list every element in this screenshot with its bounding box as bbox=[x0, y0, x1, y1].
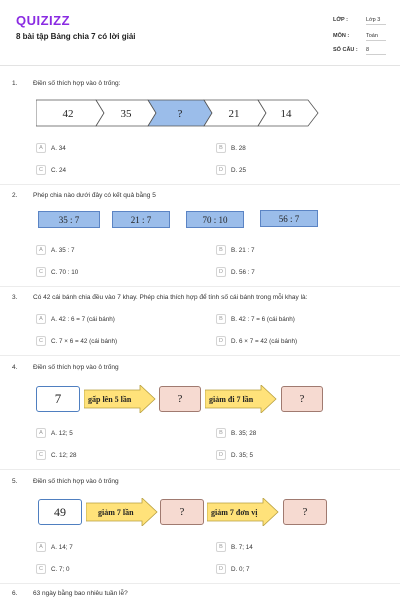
option-letter: A bbox=[36, 245, 46, 255]
chain-cell-4: 21 bbox=[228, 108, 240, 120]
question-5-number: 5. bbox=[12, 478, 18, 485]
question-count-value: 8 bbox=[366, 47, 386, 55]
option-text: C. 70 : 10 bbox=[51, 268, 79, 276]
option-text: B. 7; 14 bbox=[231, 543, 253, 551]
option-letter: D bbox=[216, 267, 226, 277]
answer-box-2: ? bbox=[281, 386, 323, 412]
option-text: D. 6 × 7 = 42 (cái bánh) bbox=[231, 337, 298, 345]
chain-cell-5: 14 bbox=[280, 108, 292, 120]
subject-value: Toán bbox=[366, 33, 386, 41]
option-letter: B bbox=[216, 428, 226, 438]
start-number-box: 7 bbox=[36, 386, 80, 412]
question-3-number: 3. bbox=[12, 294, 18, 301]
option-letter: A bbox=[36, 428, 46, 438]
option-text: B. 28 bbox=[231, 144, 246, 152]
grade-value: Lớp 3 bbox=[366, 17, 386, 25]
chain-cell-3: ? bbox=[177, 108, 183, 120]
question-1-text: Điền số thích hợp vào ô trống: bbox=[33, 80, 121, 87]
q2-option-a[interactable] bbox=[36, 245, 74, 255]
q5-option-a[interactable] bbox=[36, 542, 73, 552]
option-letter: D bbox=[216, 336, 226, 346]
chain-cell-2: 35 bbox=[120, 108, 132, 120]
page-title: 8 bài tập Bảng chia 7 có lời giải bbox=[16, 32, 136, 41]
divider bbox=[0, 355, 400, 356]
divider bbox=[0, 286, 400, 287]
question-5-text: Điền số thích hợp vào ô trống bbox=[33, 478, 119, 485]
q2-option-b[interactable] bbox=[216, 245, 254, 255]
q1-option-c[interactable] bbox=[36, 165, 66, 175]
division-box-1: 35 : 7 bbox=[38, 211, 100, 228]
q4-option-d[interactable] bbox=[216, 450, 253, 460]
q1-option-a[interactable] bbox=[36, 143, 66, 153]
option-text: C. 7; 0 bbox=[51, 565, 70, 573]
option-letter: C bbox=[36, 336, 46, 346]
q5-option-b[interactable] bbox=[216, 542, 253, 552]
option-text: B. 35; 28 bbox=[231, 429, 257, 437]
answer-box-1: ? bbox=[159, 386, 201, 412]
question-4-text: Điền số thích hợp vào ô trống bbox=[33, 364, 119, 371]
option-text: D. 25 bbox=[231, 166, 247, 174]
option-text: C. 24 bbox=[51, 166, 67, 174]
division-box-4: 56 : 7 bbox=[260, 210, 318, 227]
divider bbox=[0, 583, 400, 584]
number-chain bbox=[36, 99, 322, 127]
option-text: A. 12; 5 bbox=[51, 429, 73, 437]
answer-box-2: ? bbox=[283, 499, 327, 525]
option-letter: A bbox=[36, 143, 46, 153]
question-4-number: 4. bbox=[12, 364, 18, 371]
option-letter: C bbox=[36, 450, 46, 460]
q4-option-a[interactable] bbox=[36, 428, 73, 438]
q3-option-b[interactable] bbox=[216, 314, 295, 324]
chain-cell-1: 42 bbox=[62, 108, 74, 120]
q3-option-d[interactable] bbox=[216, 336, 297, 346]
option-letter: D bbox=[216, 165, 226, 175]
option-letter: B bbox=[216, 245, 226, 255]
option-text: D. 35; 5 bbox=[231, 451, 254, 459]
q1-option-d[interactable] bbox=[216, 165, 246, 175]
q5-option-d[interactable] bbox=[216, 564, 250, 574]
option-letter: C bbox=[36, 165, 46, 175]
start-number-box: 49 bbox=[38, 499, 82, 525]
option-text: A. 42 : 6 = 7 (cái bánh) bbox=[51, 315, 115, 323]
option-text: D. 0; 7 bbox=[231, 565, 250, 573]
q4-option-b[interactable] bbox=[216, 428, 256, 438]
option-letter: A bbox=[36, 314, 46, 324]
answer-box-1: ? bbox=[160, 499, 204, 525]
option-letter: D bbox=[216, 564, 226, 574]
question-2-text: Phép chia nào dưới đây có kết quả bằng 5 bbox=[33, 192, 156, 199]
question-6-number: 6. bbox=[12, 590, 18, 597]
q2-option-c[interactable] bbox=[36, 267, 78, 277]
question-3-text: Có 42 cái bánh chia đều vào 7 khay. Phép chia thích hợp để tính số cái bánh trong mỗi khay là: bbox=[33, 294, 308, 301]
option-text: C. 12; 28 bbox=[51, 451, 77, 459]
q3-option-c[interactable] bbox=[36, 336, 117, 346]
q2-option-d[interactable] bbox=[216, 267, 255, 277]
step-2-label: giảm đi 7 lần bbox=[209, 394, 254, 404]
worksheet-header bbox=[0, 0, 400, 66]
question-count-label: SỐ CÂU : bbox=[333, 47, 358, 53]
divider bbox=[0, 469, 400, 470]
option-text: B. 42 : 7 = 6 (cái bánh) bbox=[231, 315, 295, 323]
q3-option-a[interactable] bbox=[36, 314, 115, 324]
grade-label: LỚP : bbox=[333, 17, 348, 23]
option-letter: A bbox=[36, 542, 46, 552]
step-1-label: giảm 7 lần bbox=[98, 507, 134, 517]
option-text: B. 21 : 7 bbox=[231, 246, 255, 254]
question-1-number: 1. bbox=[12, 80, 18, 87]
option-text: D. 56 : 7 bbox=[231, 268, 255, 276]
q4-option-c[interactable] bbox=[36, 450, 77, 460]
question-6-text: 63 ngày bằng bao nhiêu tuần lễ? bbox=[33, 590, 128, 597]
division-box-2: 21 : 7 bbox=[112, 211, 170, 228]
option-letter: B bbox=[216, 314, 226, 324]
option-letter: C bbox=[36, 267, 46, 277]
option-text: A. 14; 7 bbox=[51, 543, 73, 551]
quizizz-logo: QUIZIZZ bbox=[16, 13, 71, 28]
division-box-3: 70 : 10 bbox=[186, 211, 244, 228]
subject-label: MÔN : bbox=[333, 33, 350, 39]
option-text: A. 34 bbox=[51, 144, 66, 152]
option-letter: B bbox=[216, 542, 226, 552]
divider bbox=[0, 184, 400, 185]
option-text: C. 7 × 6 = 42 (cái bánh) bbox=[51, 337, 118, 345]
option-text: A. 35 : 7 bbox=[51, 246, 75, 254]
step-1-label: gấp lên 5 lần bbox=[88, 394, 132, 404]
option-letter: C bbox=[36, 564, 46, 574]
step-2-label: giảm 7 đơn vị bbox=[211, 507, 258, 517]
option-letter: D bbox=[216, 450, 226, 460]
option-letter: B bbox=[216, 143, 226, 153]
question-2-number: 2. bbox=[12, 192, 18, 199]
q5-option-c[interactable] bbox=[36, 564, 70, 574]
q1-option-b[interactable] bbox=[216, 143, 246, 153]
